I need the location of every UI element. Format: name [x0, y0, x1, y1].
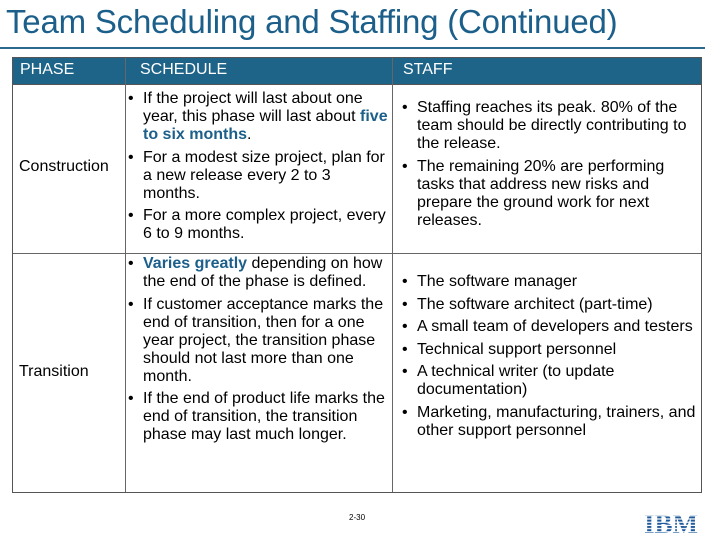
page-title: Team Scheduling and Staffing (Continued) — [6, 3, 618, 40]
header-phase: PHASE — [20, 61, 75, 78]
logo-text: IBM — [644, 510, 698, 536]
column-divider — [125, 58, 126, 492]
list-item: • A small team of developers and testers — [402, 318, 698, 336]
header-schedule: SCHEDULE — [140, 61, 228, 78]
transition-schedule-list — [128, 255, 390, 449]
list-item: • For a more complex project, every 6 to 9 months. — [128, 207, 390, 243]
list-item: • The software architect (part-time) — [402, 296, 698, 314]
transition-staff-list — [402, 273, 698, 444]
list-item: • Technical support personnel — [402, 341, 698, 359]
list-item: • For a modest size project, plan for a new release every 2 to 3 months. — [128, 149, 390, 203]
construction-staff-list — [402, 99, 698, 234]
list-item: • Staffing reaches its peak. 80% of the team should be directly contributing to the release. — [402, 99, 698, 153]
ibm-logo-icon — [637, 510, 705, 536]
header-staff: STAFF — [403, 61, 453, 78]
row-divider — [13, 253, 701, 254]
table-header-row — [13, 58, 701, 85]
list-item: • Varies greatly depending on how the end of the phase is defined. — [128, 255, 390, 291]
title-divider — [0, 47, 705, 49]
list-item: • If the end of product life marks the end of transition, the transition phase may last much longer. — [128, 390, 390, 444]
column-divider — [392, 58, 393, 492]
phase-construction: Construction — [19, 158, 109, 175]
list-item: • Marketing, manufacturing, trainers, and other support personnel — [402, 404, 698, 440]
list-item: • The remaining 20% are performing tasks that address new risks and prepare the ground work for next releases. — [402, 158, 698, 230]
construction-schedule-list — [128, 90, 390, 248]
phase-transition: Transition — [19, 363, 89, 380]
list-item: • If customer acceptance marks the end of transition, then for a one year project, the transition phase should not last more than one month. — [128, 296, 390, 386]
list-item: • A technical writer (to update documentation) — [402, 363, 698, 399]
page-number: 2-30 — [349, 513, 366, 522]
schedule-table — [12, 57, 702, 493]
list-item: • The software manager — [402, 273, 698, 291]
list-item: • If the project will last about one year, this phase will last about five to six months. — [128, 90, 390, 144]
